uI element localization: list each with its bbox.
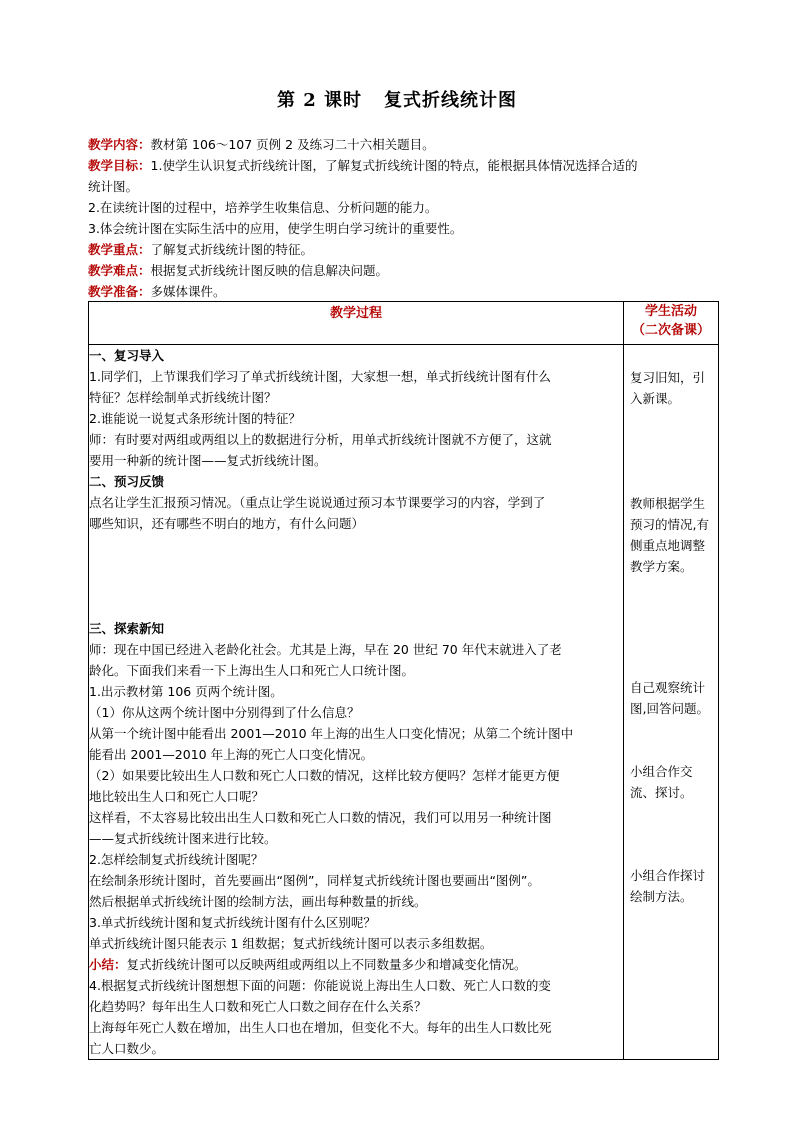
teaching-table xyxy=(88,301,719,1060)
title-lesson: 第 2 课时 xyxy=(276,90,363,111)
meta-goal-2: 2.在读统计图的过程中，培养学生收集信息、分析问题的能力。 xyxy=(88,200,438,215)
meta-difficulty: 教学难点：根据复式折线统计图反映的信息解决问题。 xyxy=(88,263,389,278)
process-cell: 一、复习导入 1.同学们，上节课我们学习了单式折线统计图，大家想一想，单式折线统计图有什么 特征？怎样绘制单式折线统计图？ 2.谁能说一说复式条形统计图的特征？ 师：有时要对两组或两组以上的数据进行分析，用单式折线统计图就不方便了，这就 要用一种新的统计图——复式折线统计图。 二、预习反馈 点名让学生汇报预习情况。（重点让学生说说通过预习本节课要学习的内容，学到了 哪些知识，还有哪些不明白的地方，有什么问题） 三、探索新知 师：现在中国已经进入老龄化社会。尤其是上海，早在 20 世纪 70 年代末就进入了老 龄化。下面我们来看一下上海出生人口和死亡人口统计图。 1.出示教材第 106 页两个统计图。 （1）你从这两个统计图中分别得到了什么信息？ 从第一个统计图中能看出 2001—2010 年上海的出生人口变化情况；从第二个统计图中 能看出 2001—2010 年上海的死亡人口变化情况。 （2）如果要比较出生人口数和死亡人口数的情况，这样比较方便吗？怎样才能更方便 地比较出生人口和死亡人口呢？ 这样看，不太容易比较出出生人口数和死亡人口数的情况，我们可以用另一种统计图 ——复式折线统计图来进行比较。 2.怎样绘制复式折线统计图呢？ 在绘制条形统计图时，首先要画出“图例”，同样复式折线统计图也要画出“图例”。 然后根据单式折线统计图的绘制方法，画出每种数量的折线。 3.单式折线统计图和复式折线统计图有什么区别呢？ 单式折线统计图只能表示 1 组数据；复式折线统计图可以表示多组数据。 小结：复式折线统计图可以反映两组或两组以上不同数量多少和增减变化情况。 4.根据复式折线统计图想想下面的问题：你能说说上海出生人口数、死亡人口数的变 化趋势吗？每年出生人口数和死亡人口数之间存在什么关系？ 上海每年死亡人数在增加，出生人口也在增加，但变化不大。每年的出生人口数比死 亡人口数少。 xyxy=(89,345,624,1060)
meta-goal-cont: 统计图。 xyxy=(88,179,139,194)
section-review: 一、复习导入 xyxy=(89,348,165,363)
meta-content: 教学内容：教材第 106～107 页例 2 及练习二十六相关题目。 xyxy=(88,137,435,152)
meta-key: 教学重点：了解复式折线统计图的特征。 xyxy=(88,242,314,257)
meta-goal: 教学目标：1.使学生认识复式折线统计图，了解复式折线统计图的特点，能根据具体情况选择合适的 xyxy=(88,158,638,173)
activity-cell xyxy=(624,345,719,1060)
activity-note-5: 小组合作探讨绘制方法。 xyxy=(630,868,706,904)
title-topic: 复式折线统计图 xyxy=(384,90,518,111)
section-explore: 三、探索新知 xyxy=(89,621,165,636)
activity-note-2: 教师根据学生预习的情况,有侧重点地调整教学方案。 xyxy=(630,496,709,574)
header-activity: 学生活动 （二次备课） xyxy=(624,302,719,345)
summary-line: 小结：复式折线统计图可以反映两组或两组以上不同数量多少和增减变化情况。 xyxy=(89,957,527,972)
activity-note-3: 自己观察统计图,回答问题。 xyxy=(630,680,709,716)
lesson-meta xyxy=(88,134,718,302)
header-process: 教学过程 xyxy=(89,302,624,345)
meta-preparation: 教学准备：多媒体课件。 xyxy=(88,284,226,299)
meta-goal-3: 3.体会统计图在实际生活中的应用，使学生明白学习统计的重要性。 xyxy=(88,221,463,236)
activity-note-1: 复习旧知，引入新课。 xyxy=(630,370,706,406)
activity-note-4: 小组合作交流、探讨。 xyxy=(630,764,693,800)
section-preview: 二、预习反馈 xyxy=(89,474,165,489)
page-title xyxy=(0,86,794,112)
